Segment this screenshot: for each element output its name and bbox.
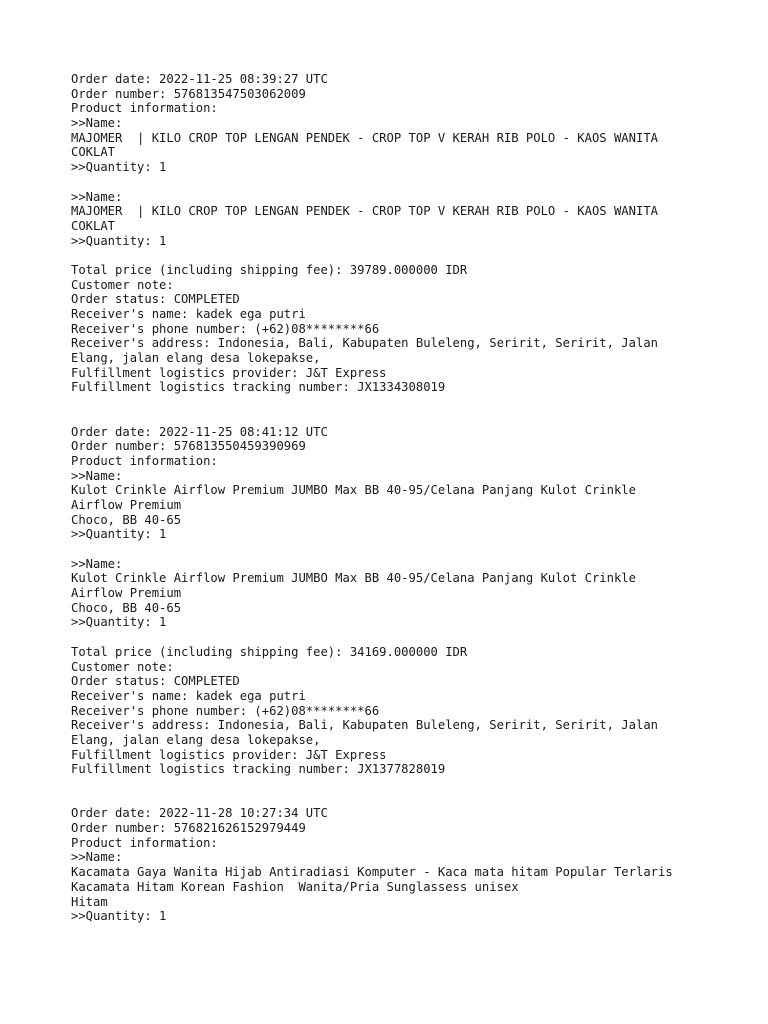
total-price: Total price (including shipping fee): 39789.000000 IDR [71, 262, 468, 277]
product-item [71, 116, 761, 175]
item-quantity: >>Quantity: 1 [71, 160, 167, 175]
logistics-provider: Fulfillment logistics provider: J&T Express [71, 747, 387, 762]
order-date: Order date: 2022-11-28 10:27:34 UTC [71, 806, 328, 821]
receiver-name: Receiver's name: kadek ega putri [71, 307, 306, 321]
order-history-document [71, 72, 761, 924]
item-name-line: Choco, BB 40-65 [71, 512, 182, 527]
receiver-address-line: Elang, jalan elang desa lokepakse, [71, 351, 321, 366]
item-name-line: Hitam [71, 894, 108, 909]
receiver-address-line: Receiver's address: Indonesia, Bali, Kabupaten Buleleng, Seririt, Seririt, Jalan [71, 718, 658, 733]
item-quantity: >>Quantity: 1 [71, 527, 167, 542]
customer-note: Customer note: [71, 277, 174, 292]
order-block [71, 72, 761, 395]
receiver-name: Receiver's name: kadek ega putri [71, 688, 306, 703]
total-price: Total price (including shipping fee): 34169.000000 IDR [71, 644, 468, 659]
item-name-label: >>Name: [71, 556, 123, 571]
item-name-label: >>Name: [71, 850, 123, 865]
customer-note: Customer note: [71, 659, 174, 674]
item-name-line: COKLAT [71, 218, 116, 233]
order-block [71, 806, 761, 924]
item-quantity: >>Quantity: 1 [71, 615, 167, 630]
item-quantity: >>Quantity: 1 [71, 233, 167, 248]
order-date: Order date: 2022-11-25 08:39:27 UTC [71, 72, 328, 86]
product-item [71, 469, 761, 542]
product-item [71, 557, 761, 630]
receiver-phone: Receiver's phone number: (+62)08********66 [71, 321, 380, 336]
item-name-line: Airflow Premium [71, 586, 182, 601]
item-name-line: Kulot Crinkle Airflow Premium JUMBO Max BB 40-95/Celana Panjang Kulot Crinkle [71, 571, 636, 586]
order-number: Order number: 576821626152979449 [71, 821, 306, 836]
item-name-label: >>Name: [71, 116, 123, 131]
item-name-line: MAJOMER | KILO CROP TOP LENGAN PENDEK - CROP TOP V KERAH RIB POLO - KAOS WANITA [71, 130, 658, 145]
order-date: Order date: 2022-11-25 08:41:12 UTC [71, 424, 328, 439]
item-name-line: Kacamata Gaya Wanita Hijab Antiradiasi Komputer - Kaca mata hitam Popular Terlaris [71, 865, 673, 880]
order-block [71, 425, 761, 778]
product-info-label: Product information: [71, 835, 218, 850]
product-info-label: Product information: [71, 101, 218, 116]
tracking-number: Fulfillment logistics tracking number: JX1377828019 [71, 762, 446, 777]
receiver-address-line: Receiver's address: Indonesia, Bali, Kabupaten Buleleng, Seririt, Seririt, Jalan [71, 336, 658, 351]
order-number: Order number: 576813550459390969 [71, 439, 306, 454]
order-status: Order status: COMPLETED [71, 292, 240, 307]
logistics-provider: Fulfillment logistics provider: J&T Express [71, 365, 387, 380]
product-item [71, 850, 761, 923]
order-number: Order number: 576813547503062009 [71, 86, 306, 101]
item-quantity: >>Quantity: 1 [71, 909, 167, 924]
product-info-label: Product information: [71, 453, 218, 468]
item-name-line: Airflow Premium [71, 497, 182, 512]
item-name-line: Kulot Crinkle Airflow Premium JUMBO Max BB 40-95/Celana Panjang Kulot Crinkle [71, 483, 636, 498]
item-name-line: Choco, BB 40-65 [71, 600, 182, 615]
product-item [71, 190, 761, 249]
receiver-address-line: Elang, jalan elang desa lokepakse, [71, 732, 321, 747]
item-name-label: >>Name: [71, 189, 123, 204]
item-name-line: Kacamata Hitam Korean Fashion Wanita/Pria Sunglassess unisex [71, 879, 519, 894]
item-name-label: >>Name: [71, 468, 123, 483]
item-name-line: COKLAT [71, 145, 116, 160]
tracking-number: Fulfillment logistics tracking number: JX1334308019 [71, 380, 446, 395]
item-name-line: MAJOMER | KILO CROP TOP LENGAN PENDEK - CROP TOP V KERAH RIB POLO - KAOS WANITA [71, 204, 658, 219]
order-status: Order status: COMPLETED [71, 674, 240, 689]
receiver-phone: Receiver's phone number: (+62)08********66 [71, 703, 380, 718]
